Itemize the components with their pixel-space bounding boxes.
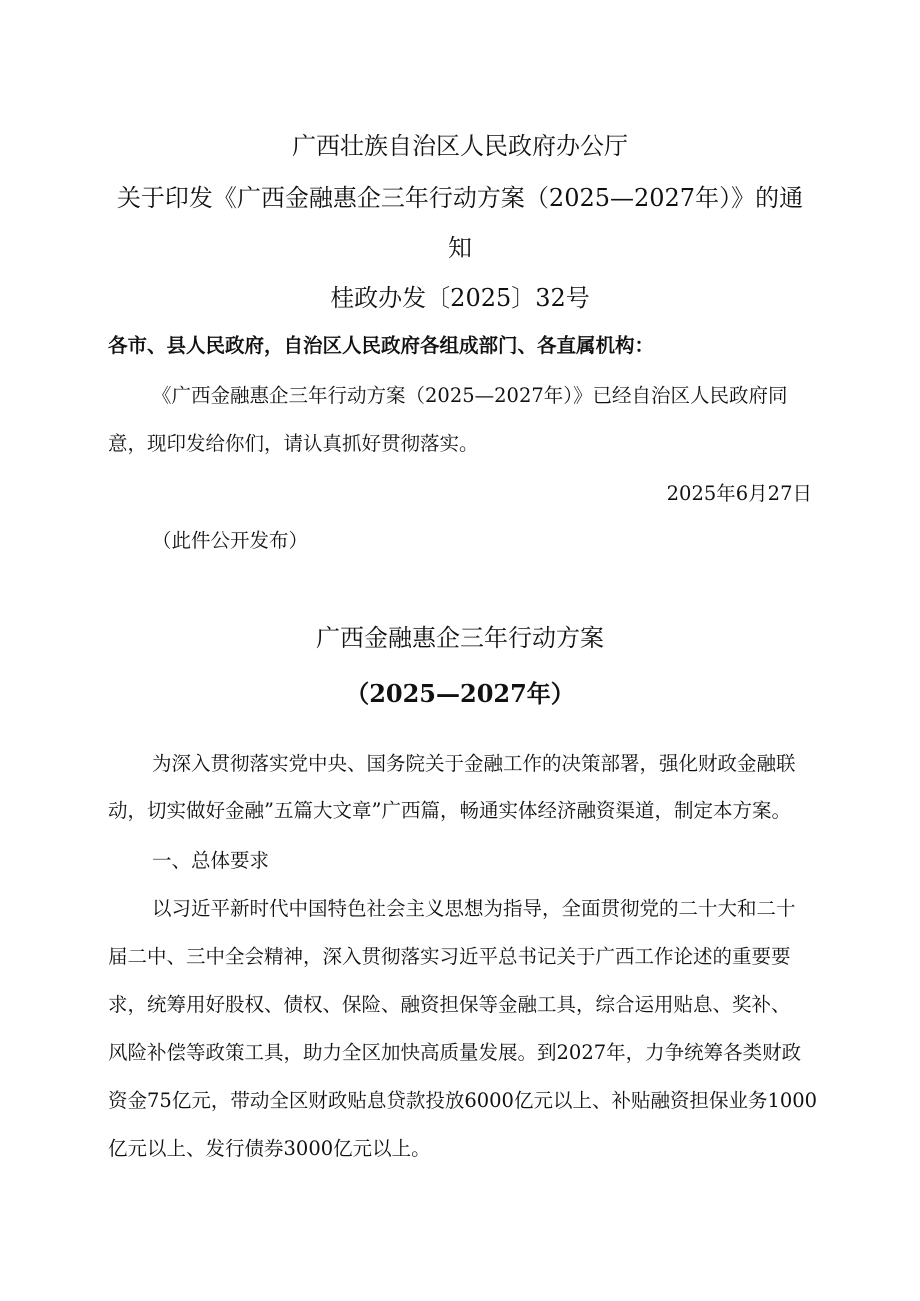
section-paragraph-line-1: 以习近平新时代中国特色社会主义思想为指导，全面贯彻党的二十大和二十	[152, 897, 796, 920]
section-heading: 一、总体要求	[152, 849, 270, 872]
plan-intro-line-1: 为深入贯彻落实党中央、国务院关于金融工作的决策部署，强化财政金融联	[152, 752, 796, 775]
section-paragraph-line-2: 届二中、三中全会精神，深入贯彻落实习近平总书记关于广西工作论述的重要要	[108, 945, 791, 968]
section-paragraph-line-6: 亿元以上、发行债券3000亿元以上。	[108, 1137, 431, 1160]
section-paragraph-line-5: 资金75亿元，带动全区财政贴息贷款投放6000亿元以上、补贴融资担保业务1000	[108, 1089, 818, 1112]
plan-intro-line-2: 动，切实做好金融”五篇大文章”广西篇，畅通实体经济融资渠道，制定本方案。	[108, 799, 791, 822]
document-number: 桂政办发〔2025〕32号	[330, 284, 590, 312]
notice-title-line-1: 关于印发《广西金融惠企三年行动方案（2025—2027年）》的通	[116, 184, 804, 212]
plan-title: 广西金融惠企三年行动方案	[316, 624, 604, 652]
plan-subtitle: （2025—2027年）	[345, 679, 575, 708]
section-paragraph-line-3: 求，统筹用好股权、债权、保险、融资担保等金融工具，综合运用贴息、奖补、	[108, 993, 791, 1016]
notice-date: 2025年6月27日	[666, 482, 812, 505]
publication-note: （此件公开发布）	[152, 529, 309, 552]
recipients-line: 各市、县人民政府，自治区人民政府各组成部门、各直属机构：	[108, 334, 655, 357]
section-paragraph-line-4: 风险补偿等政策工具，助力全区加快高质量发展。到2027年，力争统筹各类财政	[108, 1041, 802, 1064]
notice-body-line-1: 《广西金融惠企三年行动方案（2025—2027年）》已经自治区人民政府同	[152, 384, 788, 407]
notice-title-line-2: 知	[448, 234, 472, 262]
notice-body-line-2: 意，现印发给你们，请认真抓好贯彻落实。	[108, 432, 479, 455]
issuer-heading: 广西壮族自治区人民政府办公厅	[292, 132, 628, 160]
